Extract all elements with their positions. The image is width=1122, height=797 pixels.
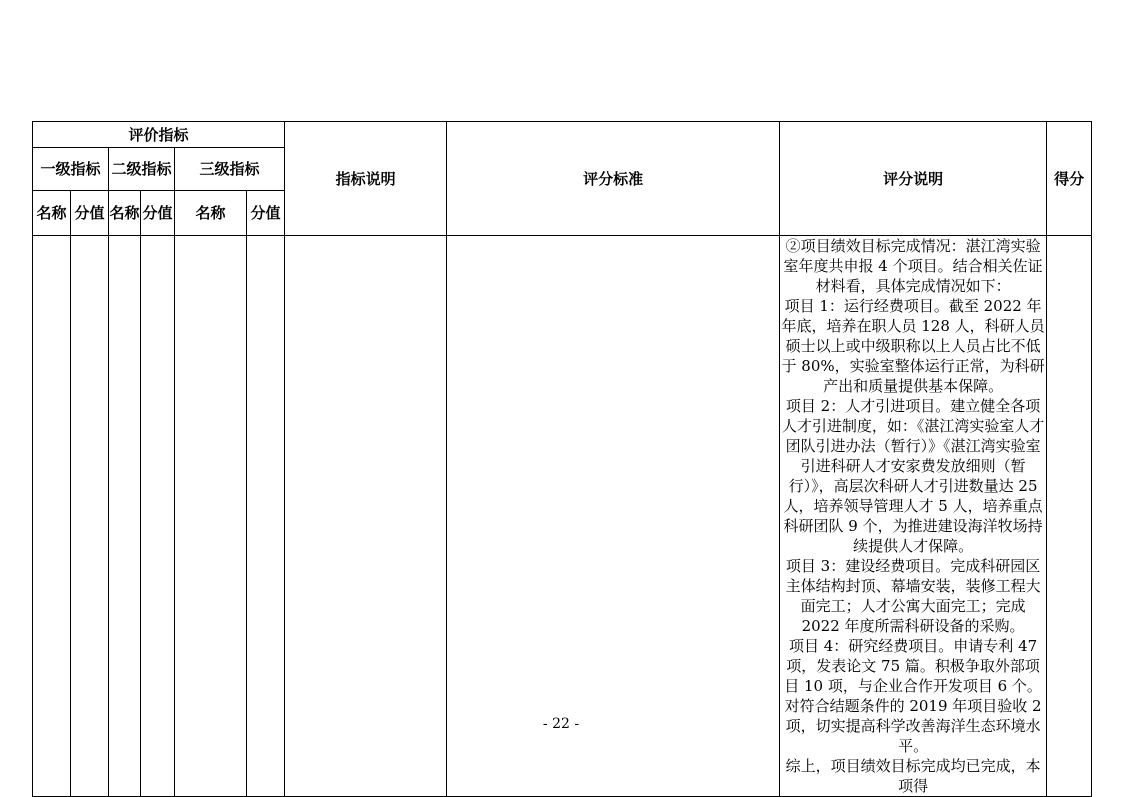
cell-level1-name <box>33 236 71 797</box>
cell-score <box>1047 236 1092 797</box>
header-level1-value: 分值 <box>71 191 109 236</box>
cell-level1-value <box>71 236 109 797</box>
cell-level2-value <box>141 236 175 797</box>
cell-level3-name <box>175 236 247 797</box>
header-level1-name: 名称 <box>33 191 71 236</box>
header-level3-name: 名称 <box>175 191 247 236</box>
header-level3-value: 分值 <box>247 191 285 236</box>
header-level2-name: 名称 <box>109 191 141 236</box>
header-level1-indicator: 一级指标 <box>33 148 109 191</box>
header-level3-indicator: 三级指标 <box>175 148 285 191</box>
cell-indicator-description <box>285 236 447 797</box>
header-evaluation-indicators: 评价指标 <box>33 122 285 148</box>
scoring-note-paragraph: 项目 4：研究经费项目。申请专利 47 项，发表论文 75 篇。积极争取外部项目 10 项，与企业合作开发项目 6 个。对符合结题条件的 2019 年项目验收 2 项，切实提高科学改善海洋生态环境水平。 <box>784 637 1042 755</box>
scoring-note-paragraph: 项目 3：建设经费项目。完成科研园区主体结构封顶、幕墙安装，装修工程大面完工；人才公寓大面完工；完成 2022 年度所需科研设备的采购。 <box>785 557 1041 635</box>
cell-level3-value <box>247 236 285 797</box>
evaluation-table <box>32 121 1092 797</box>
cell-scoring-standard <box>447 236 780 797</box>
cell-level2-name <box>109 236 141 797</box>
header-scoring-standard: 评分标准 <box>447 122 780 236</box>
table-row <box>33 236 1092 797</box>
header-indicator-description: 指标说明 <box>285 122 447 236</box>
header-level2-value: 分值 <box>141 191 175 236</box>
scoring-note-paragraph: ②项目绩效目标完成情况：湛江湾实验室年度共申报 4 个项目。结合相关佐证材料看，具体完成情况如下： <box>783 237 1043 295</box>
scoring-note-paragraph: 项目 1：运行经费项目。截至 2022 年年底，培养在职人员 128 人，科研人员硕士以上或中级职称以上人员占比不低于 80%，实验室整体运行正常，为科研产出和质量提供基本保障。 <box>781 297 1045 395</box>
scoring-note-paragraph: 项目 2：人才引进项目。建立健全各项人才引进制度，如：《湛江湾实验室人才团队引进办法（暂行）》《湛江湾实验室引进科研人才安家费发放细则（暂行）》，高层次科研人才引进数量达 25 人，培养领导管理人才 5 人，培养重点科研团队 9 个，为推进建设海洋牧场持续提供人才保障。 <box>781 397 1045 555</box>
header-scoring-note: 评分说明 <box>780 122 1047 236</box>
header-score: 得分 <box>1047 122 1092 236</box>
header-level2-indicator: 二级指标 <box>109 148 175 191</box>
scoring-note-paragraph: 综上，项目绩效目标完成均已完成，本项得 <box>785 757 1041 795</box>
cell-scoring-note <box>780 236 1047 797</box>
page-number: - 22 - <box>542 716 580 732</box>
